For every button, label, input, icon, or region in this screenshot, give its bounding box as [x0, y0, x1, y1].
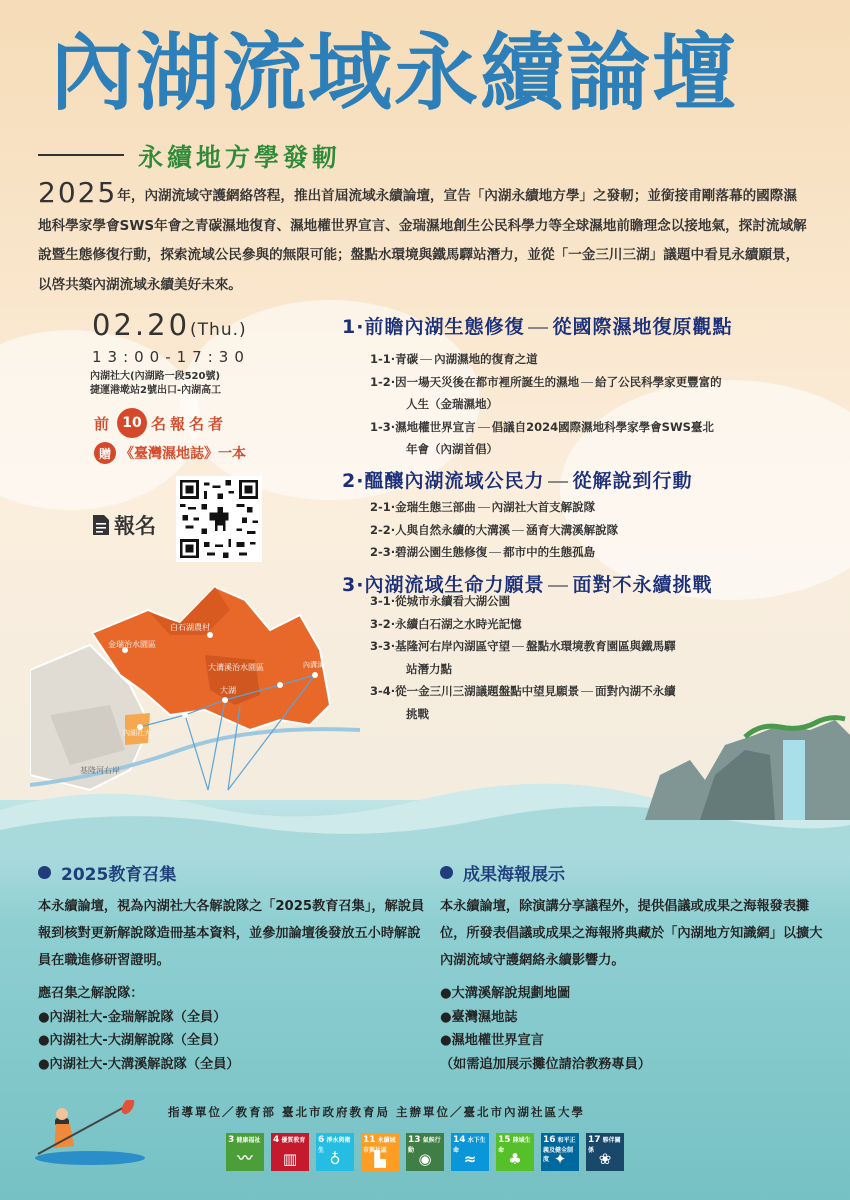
registration-qr-code[interactable]	[176, 476, 262, 562]
sdg-17-icon: 17 夥伴關係 ❀	[586, 1133, 624, 1171]
sdg-4-icon: 4 優質教育 ▥	[271, 1133, 309, 1171]
bullet-dot-icon	[440, 866, 453, 879]
list-item: ●內湖社大-金瑞解說隊（全員）	[38, 1009, 227, 1025]
education-list	[38, 982, 240, 1076]
agenda-item: 1-2·因一場天災後在都市裡所誕生的濕地 給了公民科學家更豐富的	[370, 374, 722, 389]
poster-title: 內湖流域永續論壇	[50, 23, 739, 122]
event-date	[92, 308, 247, 342]
list-item: （如需追加展示攤位請洽教務專員）	[440, 1056, 651, 1072]
venue-address: 內湖社大(內湖路一段520號)	[90, 371, 221, 382]
section-title-a: 內湖流域生命力願景	[364, 574, 545, 596]
intro-year: 2025	[38, 176, 118, 209]
section-title-b: 從解說到行動	[572, 470, 693, 492]
event-venue	[90, 370, 221, 398]
agenda-item: 3-4·從一金三川三湖議題盤點中望見願景 面對內湖不永續	[370, 684, 676, 698]
venue-transit: 捷運港墘站2號出口-內湖高工	[90, 385, 222, 396]
register-label	[92, 510, 156, 540]
education-heading-text: 2025教育召集	[61, 865, 177, 885]
agenda-item: 2-2·人與自然永續的大溝溪 涵育大溝溪解說隊	[370, 522, 619, 537]
first-registrants	[94, 408, 227, 438]
section-2-heading: 2·醞釀內湖流域公民力 從解說到行動	[342, 470, 693, 492]
sdg-16-icon: 16 和平正義及健全制度 ✦	[541, 1133, 579, 1171]
posters-list	[440, 982, 651, 1076]
event-date-value: 02.20	[92, 308, 191, 342]
agenda-item: 1-1·青碳 內湖濕地的復育之道	[370, 352, 538, 366]
first-post: 名報名者	[151, 414, 228, 433]
sdg-13-icon: 13 氣候行動 ◉	[406, 1133, 444, 1171]
section-number: 1	[342, 316, 357, 338]
list-item: ●大溝溪解說規劃地圖	[440, 986, 571, 1001]
gift-text: 《臺灣濕地誌》一本	[120, 446, 246, 462]
list-item: ●內湖社大-大湖解說隊（全員）	[38, 1033, 227, 1048]
agenda-item-continued: 人生（金瑞濕地）	[406, 397, 498, 411]
sdg-11-icon: 11 永續城市與社區 ▙	[361, 1133, 399, 1171]
gift-offer	[94, 442, 246, 464]
agenda-item: 3-1·從城市永續看大湖公園	[370, 594, 511, 608]
organizers: 指導單位／教育部 臺北市政府教育局 主辦單位／臺北市內湖社區大學	[168, 1105, 586, 1119]
intro-text: 年，內湖流域守護網絡啓程，推出首屆流域永續論壇，宣告「內湖永續地方學」之發軔；並銜接甫剛落幕的國際濕地科學家學會SWS年會之青碳濕地復育、濕地權世界宣言、金瑞濕地創生公民科學力等全球濕地前瞻理念以接地氣，探討流域解說暨生態修復行動，探索流域公民參與的無限可能；盤點水環境與鐵馬驛站潛力，並從「一金三川三湖」議題中看見永續願景，以啓共築內湖流域永續美好未來。	[38, 188, 807, 293]
map-label-keelung: 基隆河右岸	[80, 766, 120, 775]
posters-heading	[440, 860, 565, 885]
map-label-jinrui: 金瑞治水園區	[108, 640, 156, 649]
sdg-15-icon: 15 陸域生命 ♣	[496, 1133, 534, 1171]
section-1-items	[370, 348, 722, 461]
event-time: 13:00-17:30	[92, 348, 250, 366]
education-text: 本永續論壇，視為內湖社大各解說隊之「2025教育召集」，解說員報到核對更新解說隊造冊基本資料，並參加論壇後發放五小時解說員在職進修研習證明。	[38, 899, 425, 968]
register-text: 報名	[114, 514, 156, 538]
document-icon	[92, 514, 110, 536]
gift-badge: 贈	[94, 442, 116, 464]
section-title-b: 面對不永續挑戰	[572, 574, 713, 596]
section-number: 3	[342, 574, 357, 596]
map-label-dahu: 大湖	[220, 686, 236, 695]
watershed-map	[30, 575, 360, 795]
section-title-a: 前瞻內湖生態修復	[364, 316, 525, 338]
waterfall-illustration	[645, 715, 850, 820]
posters-text: 本永續論壇，除演講分享議程外，提供倡議或成果之海報發表攤位，所發表倡議或成果之海報將典藏於「內湖地方知識網」以擴大內湖流域守護網絡永續影響力。	[440, 899, 823, 968]
section-title-a: 醞釀內湖流域公民力	[364, 470, 545, 492]
list-item: ●濕地權世界宣言	[440, 1033, 544, 1048]
intro-paragraph	[38, 178, 808, 300]
list-item: ●內湖社大-大溝溪解說隊（全員）	[38, 1056, 240, 1072]
section-1-heading: 1·前瞻內湖生態修復 從國際濕地復原觀點	[342, 316, 733, 338]
bullet-dot-icon	[38, 866, 51, 879]
list-item: ●臺灣濕地誌	[440, 1009, 518, 1025]
agenda-item: 1-3·濕地權世界宣言 倡議自2024國際濕地科學家學會SWS臺北	[370, 419, 714, 434]
posters-heading-text: 成果海報展示	[463, 865, 565, 885]
first-pre: 前	[94, 414, 114, 433]
event-weekday: (Thu.)	[190, 320, 247, 340]
section-3-items	[370, 590, 676, 725]
map-label-school: 內湖社大	[123, 729, 151, 737]
poster-subtitle: 永續地方學發軔	[138, 143, 342, 172]
list-title: 應召集之解說隊：	[38, 986, 144, 1001]
agenda-item: 3-3·基隆河右岸內湖區守望 盤點水環境教育園區與鐵馬驛	[370, 639, 676, 653]
first-number-badge: 10	[117, 408, 147, 438]
education-heading	[38, 860, 176, 885]
agenda-item: 3-2·永續白石湖之水時光記憶	[370, 616, 522, 631]
agenda-item-continued: 年會（內湖首倡）	[406, 442, 498, 456]
qr-code-icon	[180, 480, 258, 558]
agenda-item-continued: 挑戰	[406, 706, 429, 721]
sdg-14-icon: 14 水下生命 ≈	[451, 1133, 489, 1171]
section-title-b: 從國際濕地復原觀點	[552, 316, 733, 338]
sdg-6-icon: 6 淨水與衛生 ♁	[316, 1133, 354, 1171]
agenda-item: 2-1·金瑞生態三部曲 內湖社大首支解說隊	[370, 500, 596, 514]
map-label-baishihu: 白石湖農村	[170, 623, 210, 632]
section-3-heading: 3·內湖流域生命力願景 面對不永續挑戰	[342, 574, 713, 596]
section-2-items	[370, 496, 618, 564]
agenda-item: 2-3·碧湖公園生態修復 都市中的生態孤島	[370, 545, 596, 559]
map-label-dagouxi: 大溝溪治水園區	[208, 663, 264, 672]
agenda-item-continued: 站潛力點	[406, 661, 452, 676]
subtitle-rule	[38, 154, 124, 156]
sdg-3-icon: 3 健康福祉 〰	[226, 1133, 264, 1171]
kayaker-illustration	[30, 1100, 150, 1170]
sdg-icons	[226, 1133, 624, 1171]
section-number: 2	[342, 470, 357, 492]
map-label-neigouxi: 內溝溪	[303, 661, 324, 669]
